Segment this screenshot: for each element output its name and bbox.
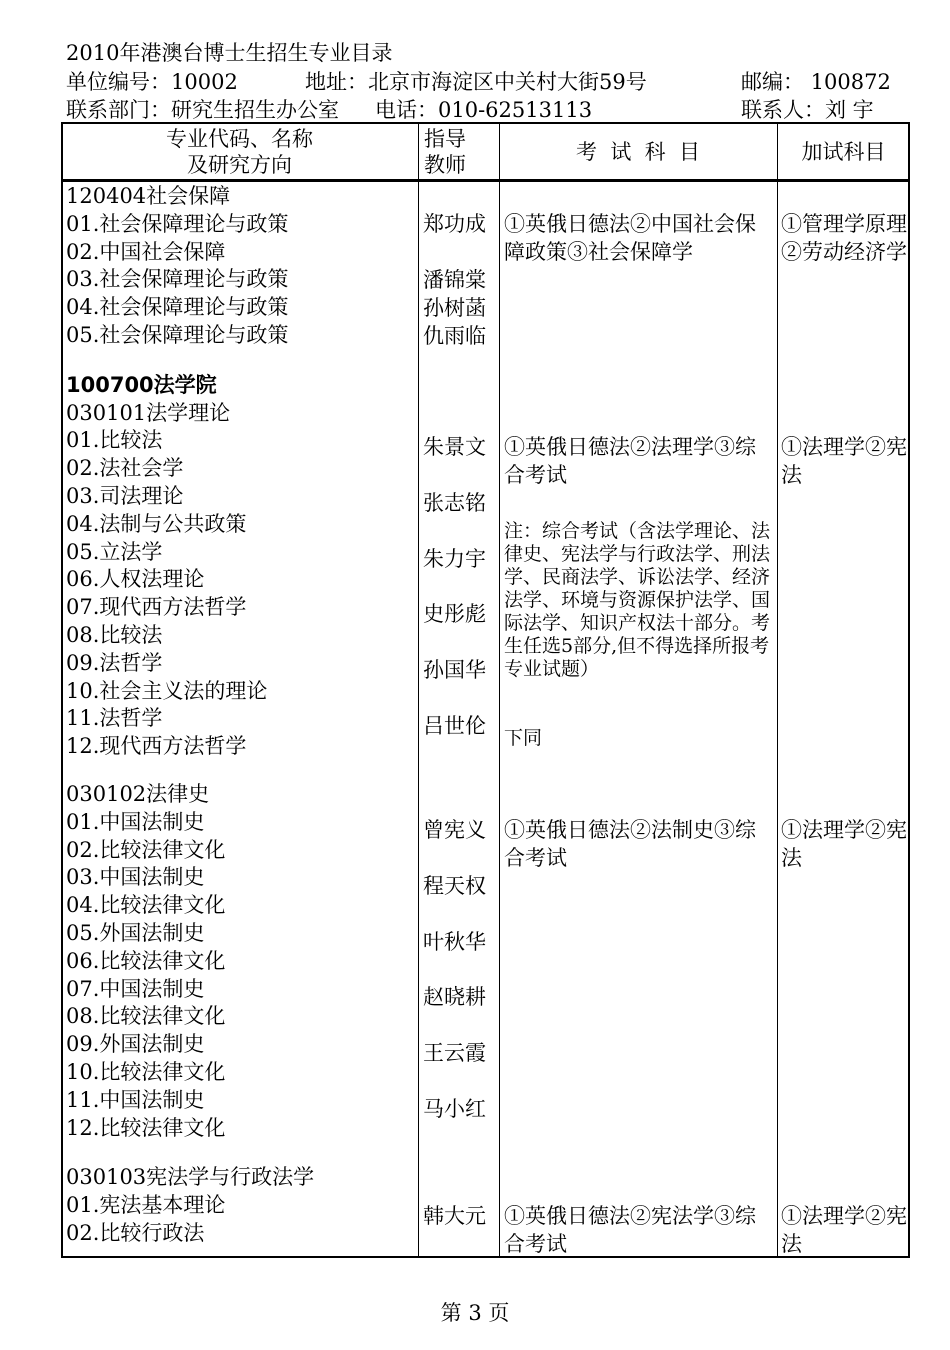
exam-subjects: ①英俄日德法②宪法学③综合考试 — [504, 1204, 756, 1256]
direction-item: 06.比较法律文化 — [66, 948, 226, 973]
direction-item: 01.宪法基本理论 — [66, 1193, 226, 1218]
extra-subjects: ①法理学②宪法 — [781, 435, 907, 487]
exam-subjects: ①英俄日德法②法理学③综合考试 — [504, 435, 756, 487]
direction-item: 12.比较法律文化 — [66, 1115, 226, 1140]
advisor-name: 王云霞 — [423, 1041, 486, 1065]
direction-item: 12.现代西方法哲学 — [66, 734, 247, 759]
advisor-name: 孙树菡 — [423, 296, 486, 320]
header-extra: 加试科目 — [801, 140, 886, 164]
direction-item: 02.中国社会保障 — [66, 239, 226, 264]
direction-item: 09.法哲学 — [66, 650, 163, 675]
department: 联系部门：研究生招生办公室 — [66, 98, 339, 122]
column-divider — [499, 122, 500, 1258]
page-title: 2010年港澳台博士生招生专业目录 — [66, 41, 393, 65]
advisor-name: 叶秋华 — [423, 930, 486, 954]
direction-item: 10.比较法律文化 — [66, 1059, 226, 1084]
school-heading: 100700法学院 — [66, 372, 217, 397]
spacer — [66, 350, 416, 372]
direction-item: 02.比较行政法 — [66, 1220, 205, 1245]
exam-note-same: 下同 — [504, 727, 543, 749]
address: 地址：北京市海淀区中关村大街59号 — [305, 70, 647, 94]
advisor-name: 程天权 — [423, 874, 486, 898]
phone: 电话：010-62513113 — [375, 98, 593, 122]
advisor-name: 史彤彪 — [423, 602, 486, 626]
extra-subjects: ①法理学②宪法 — [781, 818, 907, 870]
header-exam: 考 试 科 目 — [575, 140, 701, 164]
majors-column — [66, 183, 416, 1248]
header-advisor-line2: 教师 — [424, 153, 466, 177]
extra-subjects: ①法理学②宪法 — [781, 1204, 907, 1256]
direction-item: 05.外国法制史 — [66, 920, 205, 945]
postcode: 邮编： 100872 — [741, 70, 891, 94]
direction-item: 01.中国法制史 — [66, 809, 205, 834]
exam-subjects: ①英俄日德法②法制史③综合考试 — [504, 818, 756, 870]
extra-subjects: ①管理学原理②劳动经济学 — [781, 212, 907, 264]
advisor-name: 赵晓耕 — [423, 985, 486, 1009]
direction-item: 05.立法学 — [66, 539, 163, 564]
advisor-name: 曾宪义 — [423, 818, 486, 842]
column-divider — [777, 122, 778, 1258]
header-major — [61, 126, 418, 178]
direction-item: 03.社会保障理论与政策 — [66, 267, 289, 292]
direction-item: 02.法社会学 — [66, 456, 184, 481]
direction-item: 04.社会保障理论与政策 — [66, 295, 289, 320]
advisor-name: 潘锦棠 — [423, 268, 486, 292]
page-number: 第 3 页 — [440, 1301, 510, 1325]
direction-item: 04.法制与公共政策 — [66, 511, 247, 536]
advisor-name: 孙国华 — [423, 658, 486, 682]
advisor-name: 朱景文 — [423, 435, 486, 459]
advisor-name: 吕世伦 — [423, 714, 486, 738]
direction-item: 01.比较法 — [66, 428, 163, 453]
advisor-name: 韩大元 — [423, 1204, 486, 1228]
direction-item: 08.比较法律文化 — [66, 1004, 226, 1029]
direction-item: 05.社会保障理论与政策 — [66, 322, 289, 347]
advisor-name: 张志铭 — [423, 491, 486, 515]
major-heading: 120404社会保障 — [66, 184, 231, 208]
major-heading: 030102法律史 — [66, 781, 210, 806]
contact: 联系人：刘 宇 — [741, 98, 874, 122]
advisor-name: 郑功成 — [423, 212, 486, 236]
header-major-line1: 专业代码、名称 — [166, 127, 313, 151]
direction-item: 03.司法理论 — [66, 483, 184, 508]
direction-item: 01.社会保障理论与政策 — [66, 211, 289, 236]
direction-item: 11.中国法制史 — [66, 1087, 205, 1112]
exam-subjects: ①英俄日德法②中国社会保障政策③社会保障学 — [504, 212, 756, 264]
direction-item: 11.法哲学 — [66, 706, 163, 731]
exam-note: 注：综合考试（含法学理论、法律史、宪法学与行政法学、刑法学、民商法学、诉讼法学、经济法学、环境与资源保护法学、国际法学、知识产权法十部分。考生任选5部分,但不得选择所报考专业试题） — [504, 520, 771, 680]
unit-code: 单位编号：10002 — [66, 70, 238, 94]
direction-item: 03.中国法制史 — [66, 865, 205, 890]
header-advisor-line1: 指导 — [424, 127, 466, 151]
direction-item: 06.人权法理论 — [66, 567, 205, 592]
advisor-name: 马小红 — [423, 1097, 486, 1121]
direction-item: 09.外国法制史 — [66, 1032, 205, 1057]
spacer — [66, 761, 416, 781]
header-divider — [61, 179, 910, 182]
header-major-line2: 及研究方向 — [187, 153, 292, 177]
header-advisor — [418, 126, 480, 178]
advisor-name: 朱力宇 — [423, 547, 486, 571]
advisor-name: 仇雨临 — [423, 324, 486, 348]
direction-item: 04.比较法律文化 — [66, 893, 226, 918]
direction-item: 10.社会主义法的理论 — [66, 678, 268, 703]
direction-item: 07.现代西方法哲学 — [66, 595, 247, 620]
spacer — [66, 1142, 416, 1164]
direction-item: 07.中国法制史 — [66, 976, 205, 1001]
direction-item: 08.比较法 — [66, 622, 163, 647]
major-heading: 030101法学理论 — [66, 400, 231, 425]
major-heading: 030103宪法学与行政法学 — [66, 1165, 315, 1190]
column-divider — [418, 122, 419, 1258]
direction-item: 02.比较法律文化 — [66, 837, 226, 862]
